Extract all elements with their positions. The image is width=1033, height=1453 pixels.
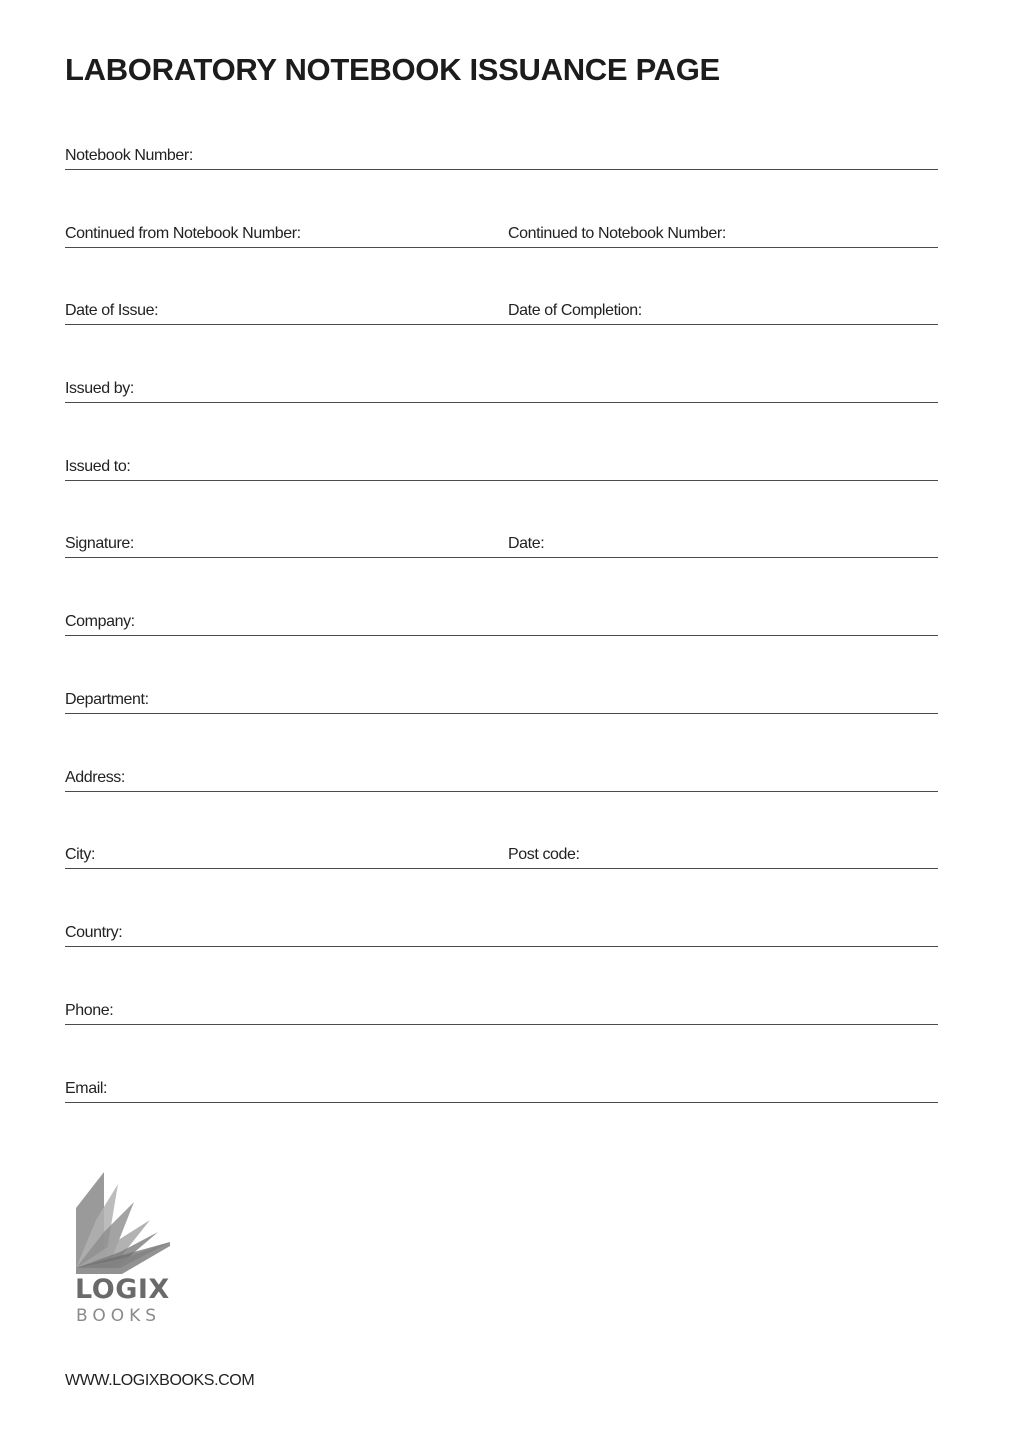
field-underline [508, 557, 938, 558]
phone-label: Phone: [65, 1002, 114, 1019]
field-underline [65, 635, 938, 636]
email-label: Email: [65, 1080, 108, 1097]
date-field[interactable] [508, 535, 938, 559]
signature-label: Signature: [65, 535, 134, 552]
department-label: Department: [65, 691, 149, 708]
field-underline [65, 868, 508, 869]
issued-to-label: Issued to: [65, 458, 131, 475]
form-row [65, 225, 938, 249]
continued-from-field[interactable] [65, 225, 508, 249]
continued-from-label: Continued from Notebook Number: [65, 225, 301, 242]
form-row [65, 535, 938, 559]
date-of-completion-field[interactable] [508, 302, 938, 326]
open-book-icon [74, 1170, 170, 1274]
field-underline [65, 713, 938, 714]
field-underline [65, 402, 938, 403]
form-row [65, 302, 938, 326]
logix-books-logo [74, 1170, 174, 1330]
date-of-issue-field[interactable] [65, 302, 508, 326]
form-row [65, 924, 938, 948]
city-field[interactable] [65, 846, 508, 870]
address-label: Address: [65, 769, 125, 786]
field-underline [65, 1102, 938, 1103]
issued-to-field[interactable] [65, 458, 938, 482]
field-underline [65, 1024, 938, 1025]
field-underline [65, 247, 508, 248]
footer-url: WWW.LOGIXBOOKS.COM [65, 1372, 255, 1389]
company-label: Company: [65, 613, 135, 630]
country-field[interactable] [65, 924, 938, 948]
page-title: LABORATORY NOTEBOOK ISSUANCE PAGE [65, 52, 720, 87]
logo-subtitle: BOOKS [76, 1306, 162, 1326]
notebook-number-label: Notebook Number: [65, 147, 193, 164]
field-underline [65, 557, 508, 558]
field-underline [508, 247, 938, 248]
post-code-field[interactable] [508, 846, 938, 870]
form-row [65, 691, 938, 715]
field-underline [65, 169, 938, 170]
address-field[interactable] [65, 769, 938, 793]
form-row [65, 380, 938, 404]
field-underline [65, 791, 938, 792]
field-underline [508, 868, 938, 869]
country-label: Country: [65, 924, 123, 941]
continued-to-field[interactable] [508, 225, 938, 249]
date-of-issue-label: Date of Issue: [65, 302, 159, 319]
phone-field[interactable] [65, 1002, 938, 1026]
issued-by-label: Issued by: [65, 380, 134, 397]
form-row [65, 613, 938, 637]
department-field[interactable] [65, 691, 938, 715]
city-label: City: [65, 846, 96, 863]
field-underline [65, 324, 508, 325]
issued-by-field[interactable] [65, 380, 938, 404]
form-row [65, 846, 938, 870]
signature-field[interactable] [65, 535, 508, 559]
form-row [65, 769, 938, 793]
logo-wordmark: LOGIX [75, 1274, 170, 1305]
form-row [65, 458, 938, 482]
field-underline [65, 480, 938, 481]
notebook-number-field[interactable] [65, 147, 938, 171]
form-row [65, 147, 938, 171]
post-code-label: Post code: [508, 846, 580, 863]
continued-to-label: Continued to Notebook Number: [508, 225, 726, 242]
email-field[interactable] [65, 1080, 938, 1104]
company-field[interactable] [65, 613, 938, 637]
field-underline [508, 324, 938, 325]
form-row [65, 1080, 938, 1104]
date-label: Date: [508, 535, 545, 552]
field-underline [65, 946, 938, 947]
form-row [65, 1002, 938, 1026]
date-of-completion-label: Date of Completion: [508, 302, 642, 319]
